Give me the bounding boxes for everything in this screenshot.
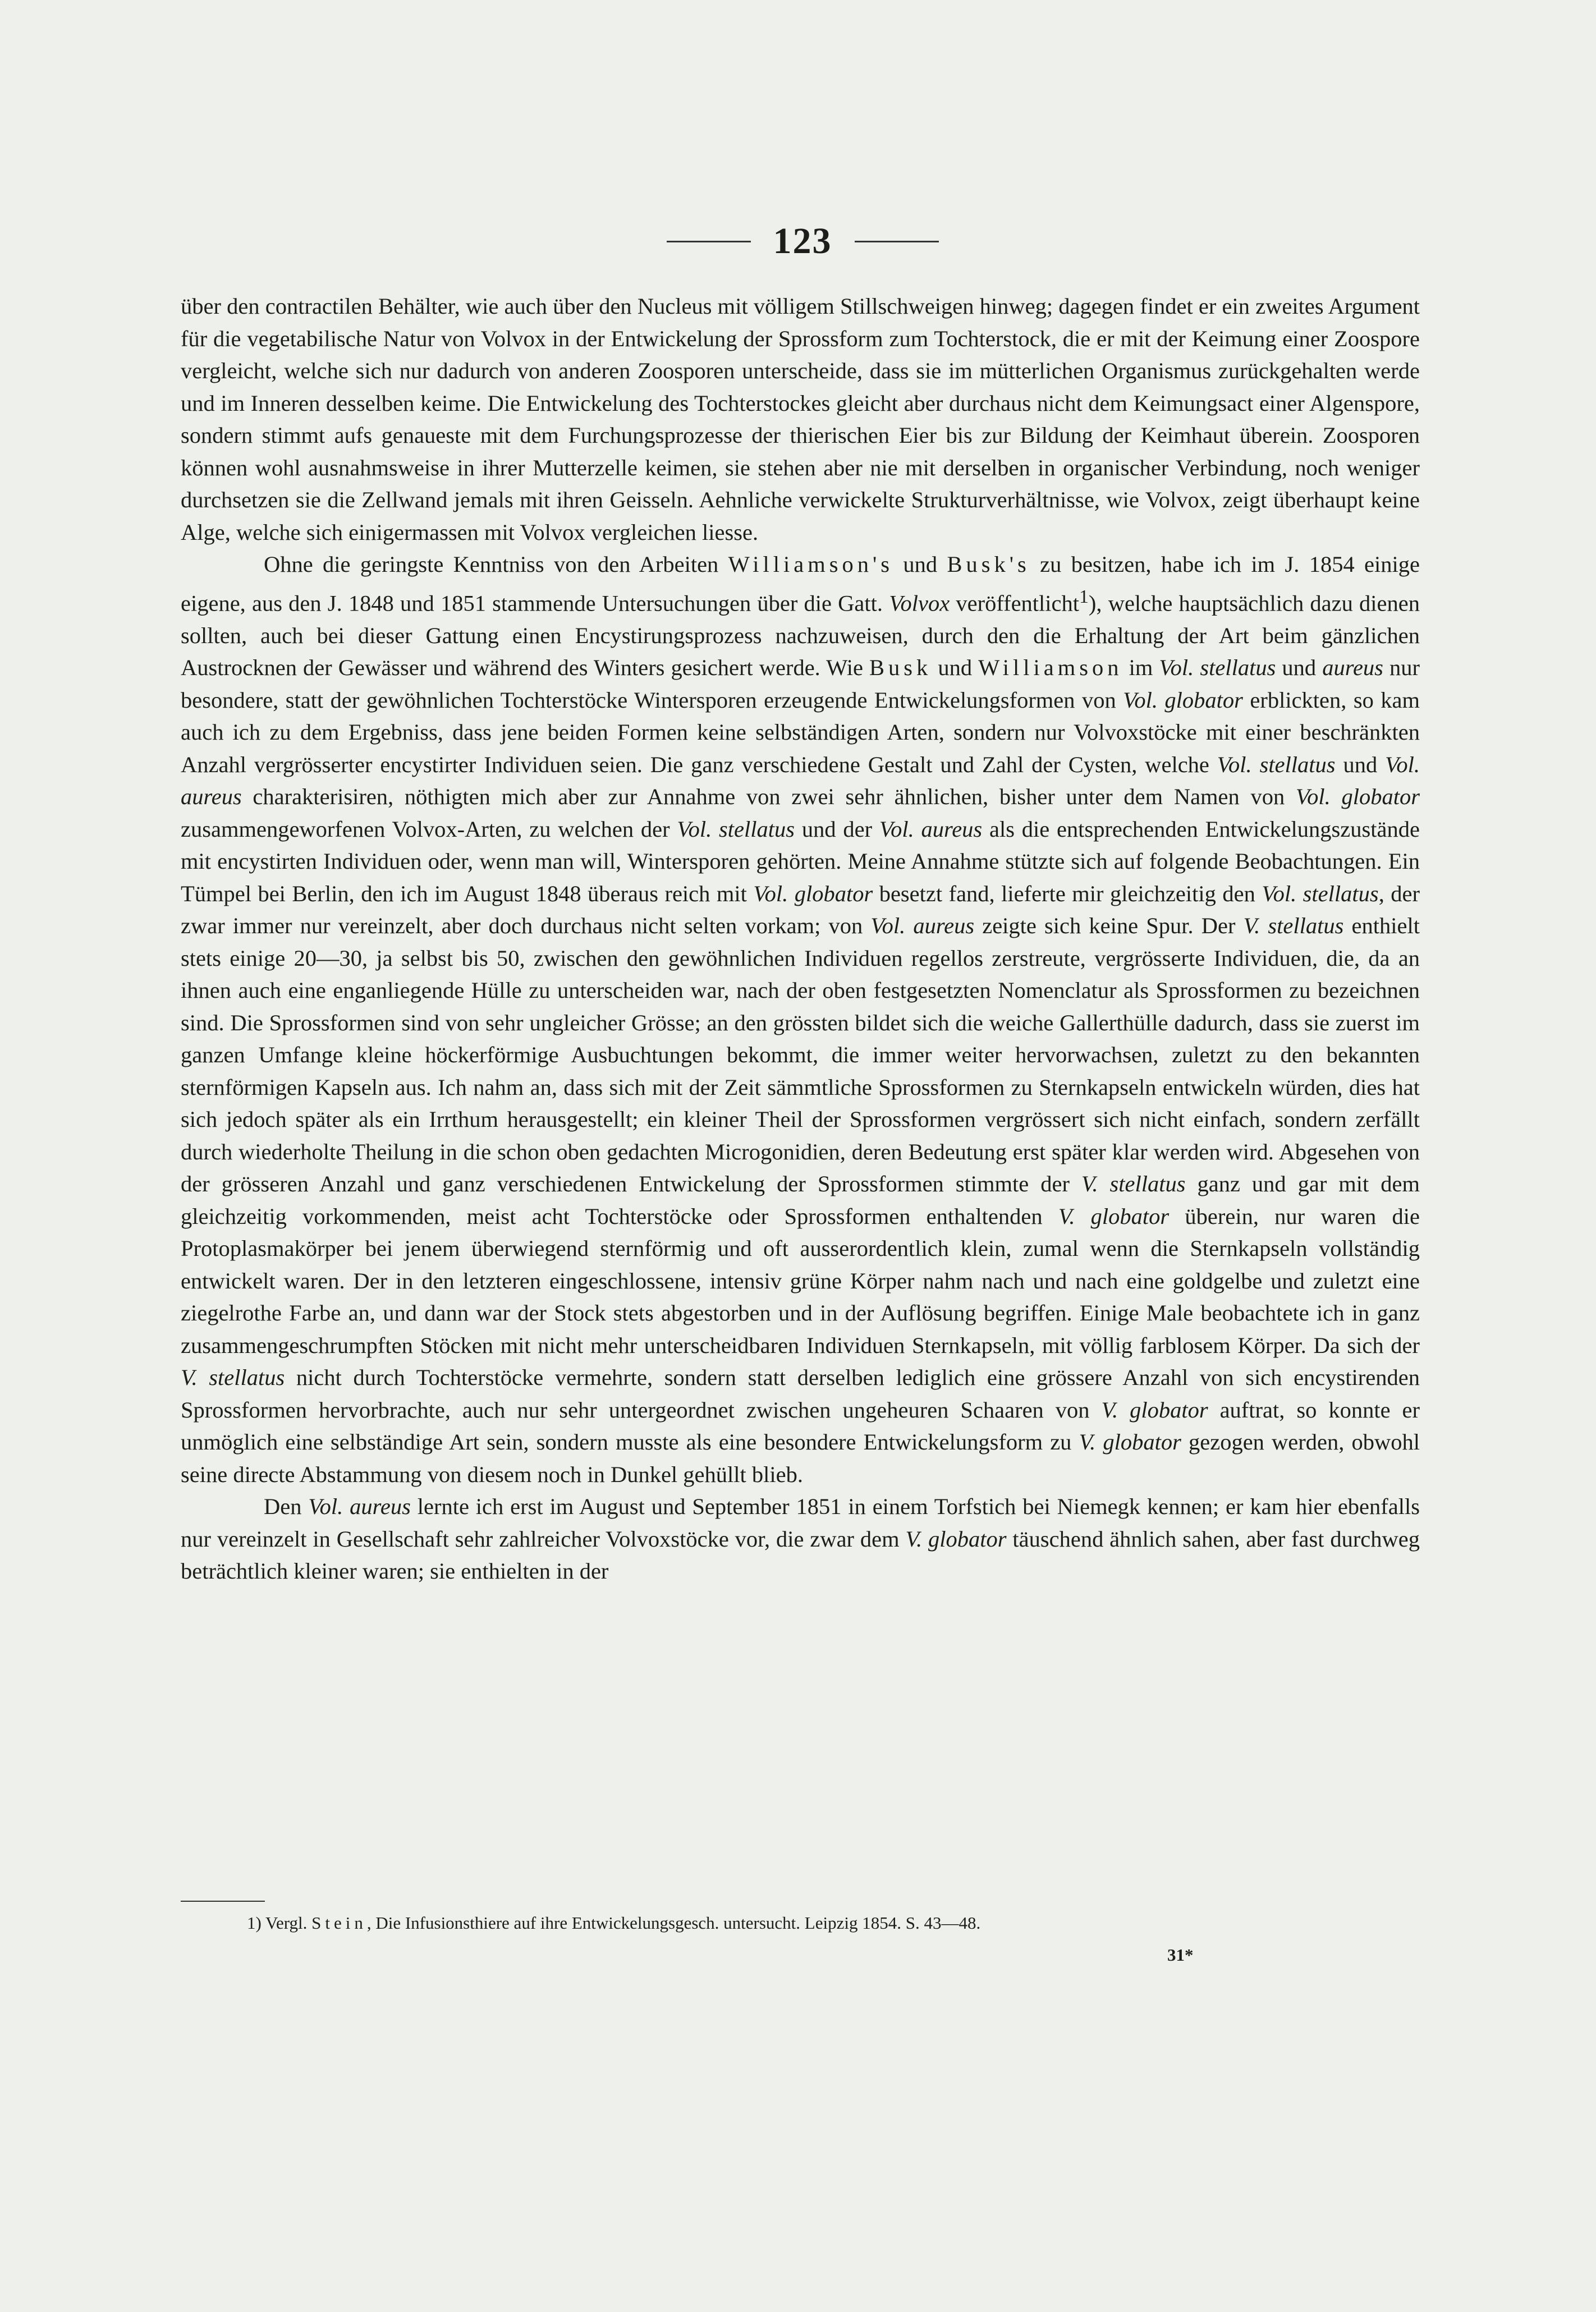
text-run: gezogen werden, obwohl seine directe Abstammung von diesem noch in Dunkel gehüllt blieb. <box>181 1429 1420 1487</box>
body-text <box>181 290 1420 1588</box>
italic-text: Vol. aureus <box>308 1494 411 1519</box>
paragraph <box>181 290 1420 548</box>
text-run: und der <box>795 816 879 842</box>
text-run: charakterisiren, nöthigten mich aber zur Annahme von zwei sehr ähnlichen, bisher unter dem Namen von <box>241 784 1296 809</box>
text-run: , der zwar immer nur vereinzelt, aber doch durchaus nicht selten vorkam; von <box>181 880 1420 938</box>
paragraph <box>181 548 1420 1490</box>
page-header <box>645 216 960 267</box>
text-run: enthielt stets einige 20—30, ja selbst bis 50, zwischen den gewöhnlichen Individuen regellos zerstreute, vergrösserte Individuen, die, da an ihnen auch eine enganliegende Hülle zu unterscheiden war, nach der oben festgesetzten Nomenclatur als Sprossformen zu bezeichnen sind. Die Sprossformen sind von sehr ungleicher Grösse; an den grössten bildet sich die weiche Gallerthülle dadurch, dass sie zuerst im ganzen Umfange kleine höckerförmige Ausbuchtungen bekommt, die immer weiter hervorwachsen, zuletzt zu den bekannten sternförmigen Kapseln aus. Ich nahm an, dass sich mit der Zeit sämmtliche Sprossformen zu Sternkapseln entwickeln würden, dies hat sich jedoch später als ein Irrthum herausgestellt; ein kleiner Theil der Sprossformen vergrössert sich nicht einfach, sondern zerfällt durch wiederholte Theilung in die schon oben gedachten Microgonidien, deren Bedeutung erst später klar werden wird. Abgesehen von der grösseren Anzahl und ganz verschiedenen Entwickelung der Sprossformen stimmte der <box>181 913 1420 1196</box>
header-rule-right <box>855 241 939 242</box>
text-run: Den <box>264 1494 309 1519</box>
text-run: im <box>1122 655 1159 680</box>
italic-text: Vol. aureus <box>870 913 975 938</box>
italic-text: Vol. aureus <box>879 816 983 842</box>
text-run: , Die Infusionsthiere auf ihre Entwickelungsgesch. untersucht. Leipzig 1854. S. 43—48. <box>366 1913 981 1933</box>
text-run: erblickten, so kam auch ich zu dem Ergebniss, dass jene beiden Formen keine selbständigen Arten, sondern nur Volvoxstöcke mit einer beschränkten Anzahl vergrösserter encystirter Individuen seien. Die ganz verschiedene Gestalt und Zahl der Cysten, welche <box>181 687 1420 777</box>
italic-text: Vol. globator <box>1123 687 1243 713</box>
spaced-name: Stein <box>311 1913 367 1933</box>
text-run: lernte ich erst im August und September 1851 in einem Torfstich bei Niemegk kennen; er kam hier ebenfalls nur vereinzelt in Gesellschaft sehr zahlreicher Volvoxstöcke vor, die zwar dem <box>181 1494 1420 1552</box>
footnote-ref: 1 <box>1079 586 1089 607</box>
signature-mark: 31* <box>1167 1945 1194 1965</box>
footnote-rule <box>181 1901 265 1902</box>
italic-text: Vol. globator <box>753 880 873 906</box>
header-rule-left <box>667 241 751 242</box>
text-run: zeigte sich keine Spur. Der <box>974 913 1244 938</box>
italic-text: Vol. stellatus <box>677 816 795 842</box>
paragraph <box>181 1490 1420 1588</box>
italic-text: Vol. stellatus <box>1159 655 1276 680</box>
italic-text: V. stellatus <box>181 1365 285 1390</box>
italic-text: V. globator <box>1101 1397 1208 1423</box>
italic-text: Vol. aureus <box>181 751 1420 809</box>
text-run: und <box>1335 751 1386 777</box>
text-run: zusammengeworfenen Volvox-Arten, zu welchen der <box>181 816 677 842</box>
text-run: über den contractilen Behälter, wie auch über den Nucleus mit völligem Stillschweigen hinweg; dagegen findet er ein zweites Argument für die vegetabilische Natur von Volvox in der Entwickelung der Sprossform zum Tochterstock, die er mit der Keimung einer Zoospore vergleicht, welche sich nur dadurch von anderen Zoosporen unterscheide, dass sie im mütterlichen Organismus zurückgehalten werde und im Inneren desselben keime. Die Entwickelung des Tochterstockes gleicht aber durchaus nicht dem Keimungsact einer Algenspore, sondern stimmt aufs genaueste mit dem Furchungsprozesse der thierischen Eier bis zur Bildung der Keimhaut überein. Zoosporen können wohl ausnahmsweise in ihrer Mutterzelle keimen, sie stehen aber nie mit derselben in organischer Verbindung, noch weniger durchsetzen sie die Zellwand jemals mit ihren Geisseln. Aehnliche verwickelte Strukturverhältnisse, wie Volvox, zeigt überhaupt keine Alge, welche sich einigermassen mit Volvox vergleichen liesse. <box>181 293 1420 545</box>
spaced-name: Williamson's <box>728 552 894 577</box>
text-run: auftrat, so konnte er unmöglich eine selbständige Art sein, sondern musste als eine besondere Entwickelungsform zu <box>181 1397 1420 1455</box>
text-run: ganz und gar mit dem gleichzeitig vorkommenden, meist acht Tochterstöcke oder Sprossformen enthaltenden <box>181 1171 1420 1229</box>
italic-text: V. stellatus <box>1243 913 1344 938</box>
text-run: überein, nur waren die Protoplasmakörper bei jenem überwiegend sternförmig und oft ausserordentlich klein, zumal wenn die Sternkapseln vollständig entwickelt waren. Der in den letzteren eingeschlossene, intensiv grüne Körper nahm nach und nach eine goldgelbe und zuletzt eine ziegelrothe Farbe an, und dann war der Stock stets abgestorben und in der Auflösung begriffen. Einige Male beobachtete ich in ganz zusammengeschrumpften Stöcken mit nicht mehr unterscheidbaren Individuen Sternkapseln, mit völlig farblosem Körper. Da sich der <box>181 1203 1420 1358</box>
text-run: Ohne die geringste Kenntniss von den Arbeiten <box>264 552 728 577</box>
italic-text: V. globator <box>1079 1429 1181 1455</box>
spaced-name: Busk's <box>947 552 1030 577</box>
text-run: als die entsprechenden Entwickelungszustände mit encystirten Individuen oder, wenn man will, Wintersporen gehörten. Meine Annahme stützte sich auf folgende Beobachtungen. Ein Tümpel bei Berlin, den ich im August 1848 überaus reich mit <box>181 816 1420 906</box>
text-run: ), welche hauptsächlich dazu dienen sollten, auch bei dieser Gattung einen Encystirungsprozess nachzuweisen, durch den die Erhaltung der Art beim gänzlichen Austrocknen der Gewässer und während des Winters gesichert werde. Wie <box>181 590 1420 680</box>
spaced-name: Busk <box>869 655 932 680</box>
italic-text: Vol. stellatus <box>1262 880 1379 906</box>
text-run: und <box>893 552 947 577</box>
text-run: nur besondere, statt der gewöhnlichen Tochterstöcke Wintersporen erzeugende Entwickelungsformen von <box>181 655 1420 713</box>
italic-text: Vol. globator <box>1295 784 1420 809</box>
text-run: und <box>932 655 979 680</box>
spaced-name: Williamson <box>978 655 1123 680</box>
text-run: nicht durch Tochterstöcke vermehrte, sondern statt derselben lediglich eine grössere Anzahl von sich encystirenden Sprossformen hervorbrachte, auch nur sehr untergeordnet zwischen ungeheuren Schaaren von <box>181 1365 1420 1423</box>
footnote <box>247 1911 1369 1935</box>
text-run: 1) Vergl. <box>247 1913 312 1933</box>
page-number: 123 <box>773 221 832 262</box>
text-run: veröffentlicht <box>950 590 1080 616</box>
italic-text: Volvox <box>889 590 950 616</box>
text-run: besetzt fand, lieferte mir gleichzeitig den <box>873 880 1262 906</box>
text-run: und <box>1276 655 1323 680</box>
text-run: täuschend ähnlich sahen, aber fast durchweg beträchtlich kleiner waren; sie enthielten in der <box>181 1526 1420 1584</box>
italic-text: V. stellatus <box>1081 1171 1186 1196</box>
italic-text: V. globator <box>905 1526 1007 1552</box>
italic-text: Vol. stellatus <box>1217 751 1336 777</box>
italic-text: aureus <box>1322 655 1383 680</box>
text-run: zu besitzen, habe ich im J. 1854 einige eigene, aus den J. 1848 und 1851 stammende Untersuchungen über die Gatt. <box>181 552 1420 616</box>
italic-text: V. globator <box>1058 1203 1170 1229</box>
